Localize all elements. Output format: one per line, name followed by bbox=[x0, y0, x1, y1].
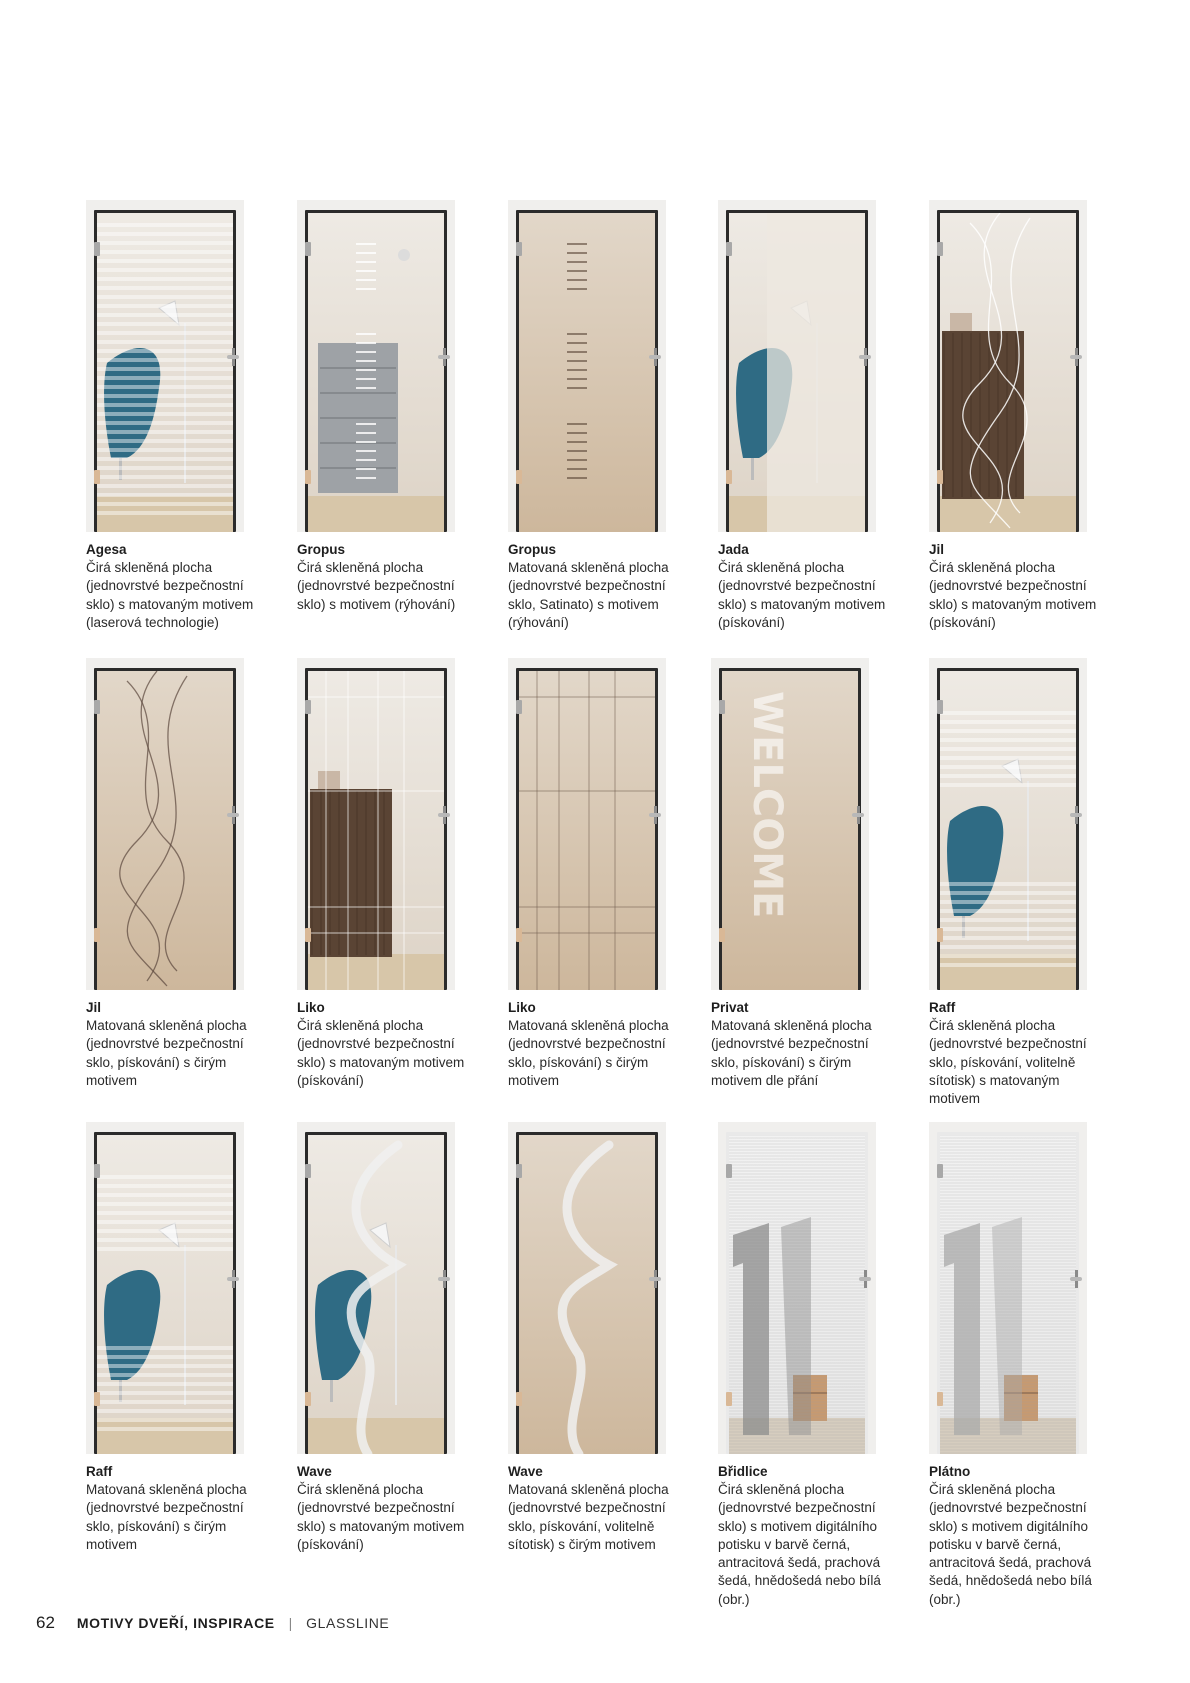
door-card bbox=[508, 200, 688, 632]
door-image bbox=[929, 200, 1087, 532]
door-glass-panel bbox=[97, 213, 233, 532]
door-model-name: Jil bbox=[929, 542, 945, 557]
door-glass-panel bbox=[97, 671, 233, 990]
hinge-icon bbox=[94, 470, 100, 484]
door-handle-icon bbox=[227, 355, 239, 359]
door-model-description: Čirá skleněná plocha (jednovrstvé bezpečnostní sklo, pískování, volitelně sítotisk) s matovaným motivem bbox=[929, 1018, 1087, 1107]
door-motif-illustration bbox=[308, 671, 444, 990]
door-image bbox=[508, 1122, 666, 1454]
door-handle-icon bbox=[1070, 813, 1082, 817]
door-glass-panel bbox=[729, 1135, 865, 1454]
door-glass-panel bbox=[722, 671, 858, 990]
door-handle-icon bbox=[649, 1277, 661, 1281]
door-card bbox=[297, 200, 477, 614]
hinge-icon bbox=[516, 242, 522, 256]
door-handle-icon bbox=[438, 355, 450, 359]
door-card bbox=[508, 1122, 688, 1554]
door-motif-illustration bbox=[722, 671, 858, 990]
door-image bbox=[718, 200, 876, 532]
door-image bbox=[508, 200, 666, 532]
door-model-description: Matovaná skleněná plocha (jednovrstvé bezpečnostní sklo, pískování) s čirým motivem bbox=[508, 1018, 669, 1088]
door-model-description: Matovaná skleněná plocha (jednovrstvé bezpečnostní sklo, pískování, volitelně sítotisk) s čirým motivem bbox=[508, 1482, 669, 1552]
hinge-icon bbox=[94, 242, 100, 256]
door-model-name: Wave bbox=[297, 1464, 332, 1479]
hinge-icon bbox=[726, 470, 732, 484]
door-image bbox=[86, 1122, 244, 1454]
door-motif-illustration bbox=[97, 671, 233, 990]
hinge-icon bbox=[305, 700, 311, 714]
svg-text:WELCOME: WELCOME bbox=[744, 691, 790, 919]
door-motif-illustration bbox=[519, 671, 655, 990]
hinge-icon bbox=[305, 470, 311, 484]
door-motif-illustration bbox=[97, 213, 233, 532]
door-model-name: Liko bbox=[297, 1000, 325, 1015]
door-image bbox=[929, 658, 1087, 990]
brand-name: GLASSLINE bbox=[306, 1615, 390, 1631]
hinge-icon bbox=[719, 928, 725, 942]
door-model-description: Čirá skleněná plocha (jednovrstvé bezpečnostní sklo) s motivem digitálního potisku v barvě černá, antracitová šedá, prachová šedá, hnědošedá nebo bílá (obr.) bbox=[929, 1482, 1092, 1607]
hinge-icon bbox=[516, 700, 522, 714]
door-handle-icon bbox=[852, 813, 864, 817]
door-glass-panel bbox=[519, 671, 655, 990]
door-model-description: Čirá skleněná plocha (jednovrstvé bezpečnostní sklo) s matovaným motivem (pískování) bbox=[297, 1482, 465, 1552]
door-motif-illustration bbox=[519, 1135, 655, 1454]
hinge-icon bbox=[726, 242, 732, 256]
door-card bbox=[718, 1122, 898, 1609]
hinge-icon bbox=[516, 1392, 522, 1406]
door-card bbox=[86, 658, 266, 1090]
door-handle-icon bbox=[859, 1277, 871, 1281]
door-model-name: Gropus bbox=[297, 542, 346, 557]
door-glass-panel bbox=[519, 1135, 655, 1454]
hinge-icon bbox=[516, 470, 522, 484]
door-model-name: Privat bbox=[711, 1000, 749, 1015]
door-glass-panel bbox=[97, 1135, 233, 1454]
door-image bbox=[297, 200, 455, 532]
hinge-icon bbox=[516, 928, 522, 942]
door-image bbox=[711, 658, 869, 990]
hinge-icon bbox=[94, 1164, 100, 1178]
door-model-description: Čirá skleněná plocha (jednovrstvé bezpečnostní sklo) s matovaným motivem (pískování) bbox=[297, 1018, 465, 1088]
door-model-name: Jil bbox=[86, 1000, 102, 1015]
door-model-description: Matovaná skleněná plocha (jednovrstvé bezpečnostní sklo, pískování) s čirým motivem dle přání bbox=[711, 1018, 872, 1088]
hinge-icon bbox=[726, 1164, 732, 1178]
door-motif-illustration bbox=[729, 1135, 865, 1454]
hinge-icon bbox=[937, 1164, 943, 1178]
hinge-icon bbox=[305, 1164, 311, 1178]
door-handle-icon bbox=[649, 813, 661, 817]
door-glass-panel bbox=[308, 213, 444, 532]
hinge-icon bbox=[94, 700, 100, 714]
door-glass-panel bbox=[308, 671, 444, 990]
door-image bbox=[86, 200, 244, 532]
door-handle-icon bbox=[438, 1277, 450, 1281]
door-model-name: Břidlice bbox=[718, 1464, 768, 1479]
door-card bbox=[508, 658, 688, 1090]
door-card bbox=[711, 658, 891, 1090]
page-number: 62 bbox=[36, 1613, 55, 1632]
door-card bbox=[929, 658, 1109, 1108]
door-model-description: Čirá skleněná plocha (jednovrstvé bezpečnostní sklo) s motivem (rýhování) bbox=[297, 560, 456, 612]
door-card bbox=[929, 200, 1109, 632]
hinge-icon bbox=[94, 1392, 100, 1406]
door-model-name: Plátno bbox=[929, 1464, 971, 1479]
door-model-name: Liko bbox=[508, 1000, 536, 1015]
hinge-icon bbox=[305, 1392, 311, 1406]
door-handle-icon bbox=[227, 813, 239, 817]
door-handle-icon bbox=[227, 1277, 239, 1281]
door-glass-panel bbox=[940, 671, 1076, 990]
door-model-description: Čirá skleněná plocha (jednovrstvé bezpečnostní sklo) s matovaným motivem (pískování) bbox=[718, 560, 886, 630]
door-motif-illustration bbox=[940, 1135, 1076, 1454]
door-model-description: Čirá skleněná plocha (jednovrstvé bezpečnostní sklo) s motivem digitálního potisku v barvě černá, antracitová šedá, prachová šedá, hnědošedá nebo bílá (obr.) bbox=[718, 1482, 881, 1607]
door-handle-icon bbox=[438, 813, 450, 817]
door-motif-illustration bbox=[97, 1135, 233, 1454]
door-motif-illustration bbox=[940, 671, 1076, 990]
door-handle-icon bbox=[1070, 355, 1082, 359]
door-image bbox=[297, 658, 455, 990]
hinge-icon bbox=[94, 928, 100, 942]
door-glass-panel bbox=[940, 1135, 1076, 1454]
door-card bbox=[297, 1122, 477, 1554]
door-model-name: Jada bbox=[718, 542, 749, 557]
door-glass-panel bbox=[308, 1135, 444, 1454]
door-motif-illustration bbox=[519, 213, 655, 532]
door-glass-panel bbox=[940, 213, 1076, 532]
door-image bbox=[508, 658, 666, 990]
door-image bbox=[297, 1122, 455, 1454]
door-glass-panel bbox=[519, 213, 655, 532]
door-handle-icon bbox=[859, 355, 871, 359]
hinge-icon bbox=[937, 470, 943, 484]
hinge-icon bbox=[726, 1392, 732, 1406]
door-model-description: Čirá skleněná plocha (jednovrstvé bezpečnostní sklo) s matovaným motivem (laserová technologie) bbox=[86, 560, 254, 630]
hinge-icon bbox=[719, 700, 725, 714]
door-model-name: Agesa bbox=[86, 542, 127, 557]
door-model-name: Wave bbox=[508, 1464, 543, 1479]
hinge-icon bbox=[305, 928, 311, 942]
door-model-description: Matovaná skleněná plocha (jednovrstvé bezpečnostní sklo, pískování) s čirým motivem bbox=[86, 1482, 247, 1552]
door-motif-illustration bbox=[940, 213, 1076, 532]
hinge-icon bbox=[937, 700, 943, 714]
door-handle-icon bbox=[649, 355, 661, 359]
door-model-name: Raff bbox=[929, 1000, 956, 1015]
door-model-description: Matovaná skleněná plocha (jednovrstvé bezpečnostní sklo, pískování) s čirým motivem bbox=[86, 1018, 247, 1088]
door-motif-illustration bbox=[729, 213, 865, 532]
door-card bbox=[86, 200, 266, 632]
door-glass-panel bbox=[729, 213, 865, 532]
door-card bbox=[929, 1122, 1109, 1609]
door-model-description: Čirá skleněná plocha (jednovrstvé bezpečnostní sklo) s matovaným motivem (pískování) bbox=[929, 560, 1097, 630]
page-footer bbox=[36, 1613, 389, 1633]
door-card bbox=[718, 200, 898, 632]
door-image bbox=[718, 1122, 876, 1454]
door-handle-icon bbox=[1070, 1277, 1082, 1281]
section-title: MOTIVY DVEŘÍ, INSPIRACE bbox=[76, 1615, 275, 1631]
door-card bbox=[86, 1122, 266, 1554]
hinge-icon bbox=[516, 1164, 522, 1178]
door-image bbox=[929, 1122, 1087, 1454]
door-model-name: Raff bbox=[86, 1464, 113, 1479]
door-card bbox=[297, 658, 477, 1090]
door-image bbox=[86, 658, 244, 990]
hinge-icon bbox=[305, 242, 311, 256]
footer-separator: | bbox=[288, 1615, 293, 1631]
door-motif-illustration bbox=[308, 1135, 444, 1454]
door-model-description: Matovaná skleněná plocha (jednovrstvé bezpečnostní sklo, Satinato) s motivem (rýhování) bbox=[508, 560, 669, 630]
hinge-icon bbox=[937, 242, 943, 256]
door-motif-illustration bbox=[308, 213, 444, 532]
door-model-name: Gropus bbox=[508, 542, 557, 557]
hinge-icon bbox=[937, 1392, 943, 1406]
hinge-icon bbox=[937, 928, 943, 942]
